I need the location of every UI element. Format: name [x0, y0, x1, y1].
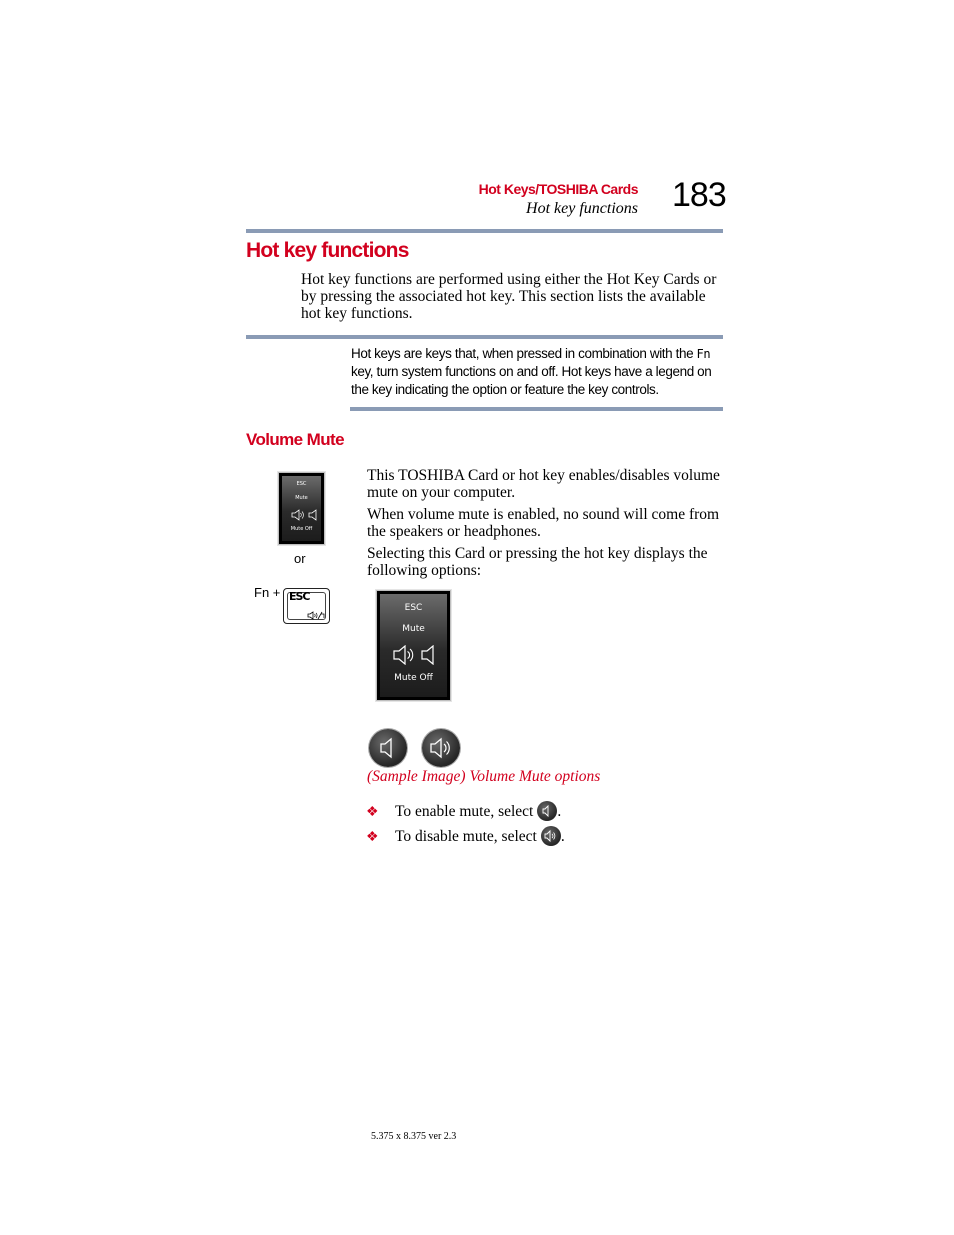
speaker-muted-icon [369, 729, 407, 767]
subsection-title: Volume Mute [246, 430, 344, 449]
card-mute-label: Mute [402, 624, 425, 634]
speaker-sound-icon [541, 826, 561, 846]
note-text [351, 345, 723, 399]
volume-mute-card-large [376, 590, 451, 701]
paragraph-1: This TOSHIBA Card or hot key enables/disables volume mute on your computer. [367, 467, 720, 501]
card-mute-off-label: Mute Off [394, 673, 433, 683]
note-bottom-rule [350, 407, 723, 411]
page-number: 183 [672, 176, 726, 214]
bullet-icon: ❖ [366, 805, 379, 820]
section-title: Hot key functions [246, 239, 409, 262]
esc-key-label: ESC [289, 590, 310, 603]
fn-plus-label: Fn + [254, 585, 281, 600]
bullet-icon: ❖ [366, 830, 379, 845]
list-item-text: To disable mute, select [395, 828, 537, 845]
running-header-subsection: Hot key functions [526, 200, 638, 217]
speaker-icons [291, 509, 319, 521]
intro-paragraph: Hot key functions are performed using either the Hot Key Cards or by pressing the associated hot key. This section lists the available hot key functions. [301, 271, 717, 322]
list-item-text: To enable mute, select [395, 803, 534, 820]
speaker-icons [393, 645, 437, 665]
note-top-rule [246, 335, 723, 339]
note-key-fn: Fn [696, 347, 711, 361]
note-text-before: Hot keys are keys that, when pressed in combination with the [351, 346, 697, 361]
list-item: ❖ To enable mute, select . [366, 803, 562, 820]
speaker-sound-icon [422, 729, 460, 767]
card-esc-label: ESC [404, 603, 423, 613]
esc-key [283, 588, 330, 624]
figure-caption: (Sample Image) Volume Mute options [367, 768, 601, 785]
paragraph-2: When volume mute is enabled, no sound will come from the speakers or headphones. [367, 506, 720, 540]
speaker-mute-icon [307, 611, 325, 620]
speaker-muted-icon [537, 801, 557, 821]
paragraph-3: Selecting this Card or pressing the hot key displays the following options: [367, 545, 708, 579]
card-mute-off-label: Mute Off [290, 526, 313, 532]
card-esc-label: ESC [296, 481, 307, 487]
footer-version: 5.375 x 8.375 ver 2.3 [371, 1131, 457, 1142]
volume-mute-card-small [278, 472, 325, 545]
list-item: ❖ To disable mute, select . [366, 828, 565, 845]
card-mute-label: Mute [295, 495, 308, 501]
note-text-after: key, turn system functions on and off. Hot keys have a legend on the key indicating the option or feature the key controls. [351, 364, 712, 397]
or-label: or [294, 551, 306, 566]
running-header-section: Hot Keys/TOSHIBA Cards [478, 181, 638, 197]
header-rule [246, 229, 723, 233]
